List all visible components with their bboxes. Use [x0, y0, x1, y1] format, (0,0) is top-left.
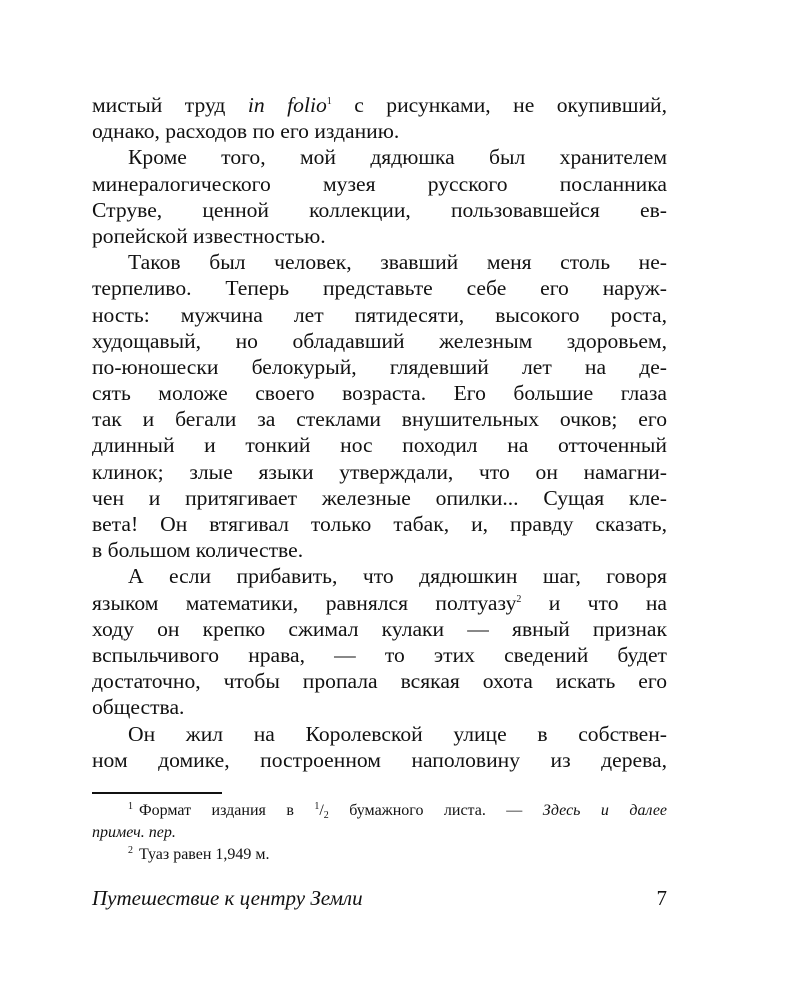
footnote-1 — [92, 800, 667, 822]
page-number: 7 — [656, 886, 667, 910]
footnotes — [92, 800, 667, 866]
footnote-marker: 1 — [128, 801, 133, 812]
footnote-marker: 2 — [128, 845, 133, 856]
main-text — [92, 92, 667, 773]
text-line: сять моложе своего возраста. Его большие глаза — [92, 381, 667, 406]
italic-term: in folio — [247, 93, 327, 117]
footnote-ref-2: 2 — [516, 593, 522, 605]
text-segment: с рисунками, не окупивший, — [331, 93, 667, 117]
text-line: ном домике, построенном наполовину из дерева, — [92, 747, 667, 772]
footnote-divider — [92, 792, 222, 794]
text-line — [92, 590, 667, 616]
text-segment: и что на — [521, 590, 667, 615]
footnote-ref-1: 1 — [326, 96, 332, 107]
paragraph-start: Кроме того, мой дядюшка был хранителем — [128, 145, 667, 170]
text-line: клинок; злые языки утверждали, что он намагни- — [92, 459, 667, 484]
text-line: достаточно, чтобы пропала всякая охота искать его — [92, 669, 667, 694]
paragraph-start: Таков был человек, звавший меня столь не- — [128, 250, 667, 275]
text-line — [92, 92, 667, 118]
text-segment: мистый труд — [92, 93, 248, 117]
text-line: так и бегали за стеклами внушительных очков; его — [92, 407, 667, 432]
text-line: вета! Он втягивал только табак, и, правду сказать, — [92, 512, 667, 536]
fraction-denominator: 2 — [323, 810, 329, 821]
text-line: общества. — [92, 695, 185, 720]
footnote-italic: Здесь и далее — [542, 802, 668, 819]
book-title: Путешествие к центру Земли — [92, 886, 363, 910]
fraction-slash: / — [319, 802, 324, 819]
fraction-numerator: 1 — [314, 801, 320, 812]
text-line: чен и притягивает железные опилки... Сущая кле- — [92, 485, 667, 510]
text-line: ность: мужчина лет пятидесяти, высокого роста, — [92, 302, 667, 327]
footnote-1-continued — [92, 822, 667, 844]
footnote-italic: примеч. пер. — [92, 824, 176, 841]
text-line: терпеливо. Теперь представьте себе его наруж- — [92, 276, 667, 301]
paragraph-start: А если прибавить, что дядюшкин шаг, говоря — [128, 564, 667, 589]
footnote-text: бумажного листа. — — [328, 802, 543, 819]
text-line: ходу он крепко сжимал кулаки — явный признак — [92, 616, 667, 641]
text-segment: языком математики, равнялся полтуазу — [92, 590, 517, 615]
text-line: вспыльчивого нрава, — то этих сведений будет — [92, 642, 667, 667]
text-line: длинный и тонкий нос походил на отточенный — [92, 433, 667, 458]
text-line: в большом количестве. — [92, 538, 304, 563]
footnote-2 — [92, 844, 667, 866]
text-line: ропейской известностью. — [92, 223, 326, 248]
text-line: по-юношески белокурый, глядевший лет на де- — [92, 354, 667, 379]
footnote-text: Формат издания в — [139, 802, 315, 819]
paragraph-start: Он жил на Королевской улице в собствен- — [128, 721, 667, 746]
text-line: Струве, ценной коллекции, пользовавшейся ев- — [92, 197, 667, 222]
text-line: минералогического музея русского посланника — [92, 171, 667, 196]
text-line: однако, расходов по его изданию. — [92, 119, 400, 144]
footnote-text: Туаз равен 1,949 м. — [139, 846, 270, 863]
text-line: худощавый, но обладавший железным здоровьем, — [92, 328, 667, 353]
